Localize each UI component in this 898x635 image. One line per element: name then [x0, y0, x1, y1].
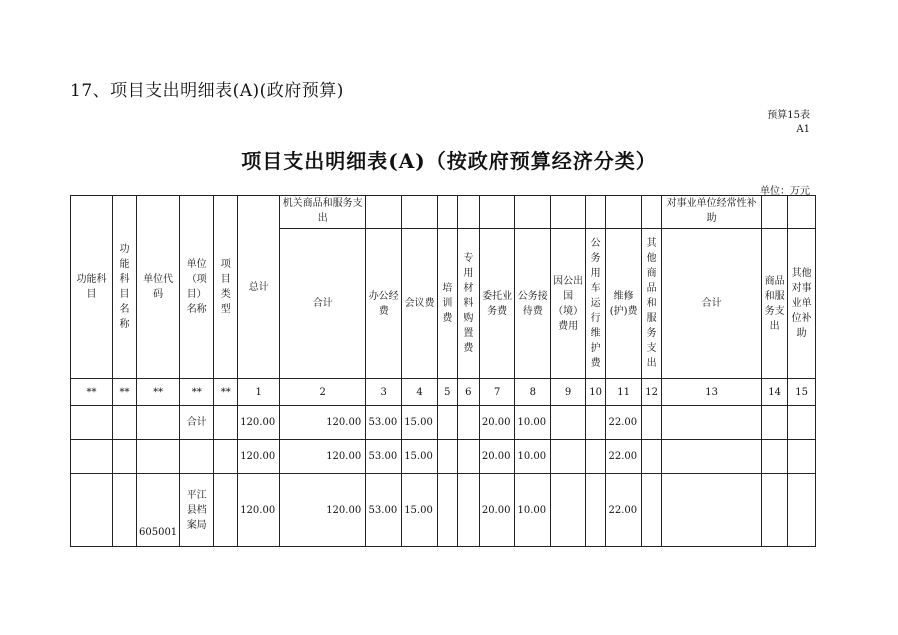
cell-vehicle [586, 406, 606, 440]
header-maintenance: 维修(护)费 [606, 229, 642, 379]
cell-office: 53.00 [366, 406, 402, 440]
cell-grp1-total: 120.00 [280, 440, 366, 474]
cell-grp2-total [662, 406, 762, 440]
code-cell: 15 [788, 379, 816, 406]
cell-func-name [113, 406, 137, 440]
header-blank [788, 196, 816, 229]
cell-unit-code [137, 406, 180, 440]
cell-reception: 10.00 [515, 406, 551, 440]
cell-total: 120.00 [238, 406, 280, 440]
header-total: 总计 [238, 196, 280, 379]
code-cell: ** [137, 379, 180, 406]
code-cell: 6 [457, 379, 479, 406]
code-cell: 5 [437, 379, 457, 406]
cell-func [71, 474, 113, 547]
cell-func-name [113, 474, 137, 547]
cell-abroad [551, 440, 586, 474]
code-cell: ** [180, 379, 214, 406]
cell-other-subsidy [788, 440, 816, 474]
header-blank [457, 196, 479, 229]
header-grp2-total: 合计 [662, 229, 762, 379]
header-group-subsidy: 对事业单位经常性补助 [662, 196, 762, 229]
cell-total: 120.00 [238, 474, 280, 547]
cell-meeting: 15.00 [402, 406, 438, 440]
cell-maintenance: 22.00 [606, 474, 642, 547]
form-number: 预算15表 [767, 110, 810, 121]
cell-unit-name [180, 440, 214, 474]
header-abroad: 因公出国（境）费用 [551, 229, 586, 379]
cell-unit-code: 605001 [137, 474, 180, 547]
cell-meeting: 15.00 [402, 474, 438, 547]
expenditure-table [70, 195, 816, 547]
section-heading: 17、项目支出明细表(A)(政府预算) [70, 81, 344, 101]
code-cell: 7 [479, 379, 515, 406]
header-blank [515, 196, 551, 229]
cell-func-name [113, 440, 137, 474]
cell-other-subsidy [788, 474, 816, 547]
header-blank [642, 196, 662, 229]
table-row [71, 406, 816, 440]
cell-reception: 10.00 [515, 440, 551, 474]
cell-other-goods [642, 474, 662, 547]
cell-other-goods [642, 440, 662, 474]
header-blank [762, 196, 788, 229]
cell-goods-services [762, 406, 788, 440]
cell-unit-name: 平江县档案局 [180, 474, 214, 547]
header-group-goods-services: 机关商品和服务支出 [280, 196, 366, 229]
header-grp1-total: 合计 [280, 229, 366, 379]
header-entrusted: 委托业务费 [479, 229, 515, 379]
cell-total: 120.00 [238, 440, 280, 474]
cell-office: 53.00 [366, 474, 402, 547]
cell-entrusted: 20.00 [479, 474, 515, 547]
header-func: 功能科目 [71, 196, 113, 379]
code-cell: 13 [662, 379, 762, 406]
header-blank [437, 196, 457, 229]
cell-grp1-total: 120.00 [280, 474, 366, 547]
code-cell: 10 [586, 379, 606, 406]
header-blank [551, 196, 586, 229]
cell-vehicle [586, 440, 606, 474]
form-code: A1 [796, 124, 810, 135]
cell-training [437, 406, 457, 440]
cell-office: 53.00 [366, 440, 402, 474]
code-cell: 2 [280, 379, 366, 406]
code-cell: ** [214, 379, 238, 406]
cell-unit-code [137, 440, 180, 474]
cell-material [457, 474, 479, 547]
cell-other-goods [642, 406, 662, 440]
header-material: 专用材料购置费 [457, 229, 479, 379]
header-blank [586, 196, 606, 229]
header-blank [479, 196, 515, 229]
header-blank [402, 196, 438, 229]
code-cell: 3 [366, 379, 402, 406]
cell-proj-type [214, 406, 238, 440]
cell-abroad [551, 474, 586, 547]
cell-func [71, 440, 113, 474]
cell-vehicle [586, 474, 606, 547]
cell-training [437, 474, 457, 547]
cell-goods-services [762, 440, 788, 474]
header-proj-type: 项目类型 [214, 196, 238, 379]
cell-maintenance: 22.00 [606, 440, 642, 474]
code-cell: 9 [551, 379, 586, 406]
cell-proj-type [214, 474, 238, 547]
header-goods-services: 商品和服务支出 [762, 229, 788, 379]
cell-grp1-total: 120.00 [280, 406, 366, 440]
cell-meeting: 15.00 [402, 440, 438, 474]
header-vehicle: 公务用车运行维护费 [586, 229, 606, 379]
cell-abroad [551, 406, 586, 440]
table-row [71, 440, 816, 474]
code-cell: 12 [642, 379, 662, 406]
header-office: 办公经费 [366, 229, 402, 379]
code-cell: 8 [515, 379, 551, 406]
table-title: 项目支出明细表(A)（按政府预算经济分类） [241, 149, 657, 173]
cell-material [457, 440, 479, 474]
code-cell: 11 [606, 379, 642, 406]
code-cell: 4 [402, 379, 438, 406]
cell-unit-name: 合计 [180, 406, 214, 440]
header-other-subsidy: 其他对事业单位补助 [788, 229, 816, 379]
unit-label: 单位：万元 [760, 186, 810, 197]
cell-reception: 10.00 [515, 474, 551, 547]
cell-material [457, 406, 479, 440]
cell-training [437, 440, 457, 474]
table-row [71, 474, 816, 547]
header-func-name: 功能科目名称 [113, 196, 137, 379]
header-training: 培训费 [437, 229, 457, 379]
cell-grp2-total [662, 440, 762, 474]
header-reception: 公务接待费 [515, 229, 551, 379]
cell-proj-type [214, 440, 238, 474]
cell-func [71, 406, 113, 440]
header-unit-code: 单位代码 [137, 196, 180, 379]
header-meeting: 会议费 [402, 229, 438, 379]
cell-maintenance: 22.00 [606, 406, 642, 440]
code-cell: ** [113, 379, 137, 406]
cell-other-subsidy [788, 406, 816, 440]
cell-grp2-total [662, 474, 762, 547]
header-blank [366, 196, 402, 229]
cell-entrusted: 20.00 [479, 406, 515, 440]
code-cell: 14 [762, 379, 788, 406]
header-other-goods: 其他商品和服务支出 [642, 229, 662, 379]
header-unit-name: 单位（项目）名称 [180, 196, 214, 379]
cell-entrusted: 20.00 [479, 440, 515, 474]
code-cell: ** [71, 379, 113, 406]
header-blank [606, 196, 642, 229]
code-cell: 1 [238, 379, 280, 406]
cell-goods-services [762, 474, 788, 547]
